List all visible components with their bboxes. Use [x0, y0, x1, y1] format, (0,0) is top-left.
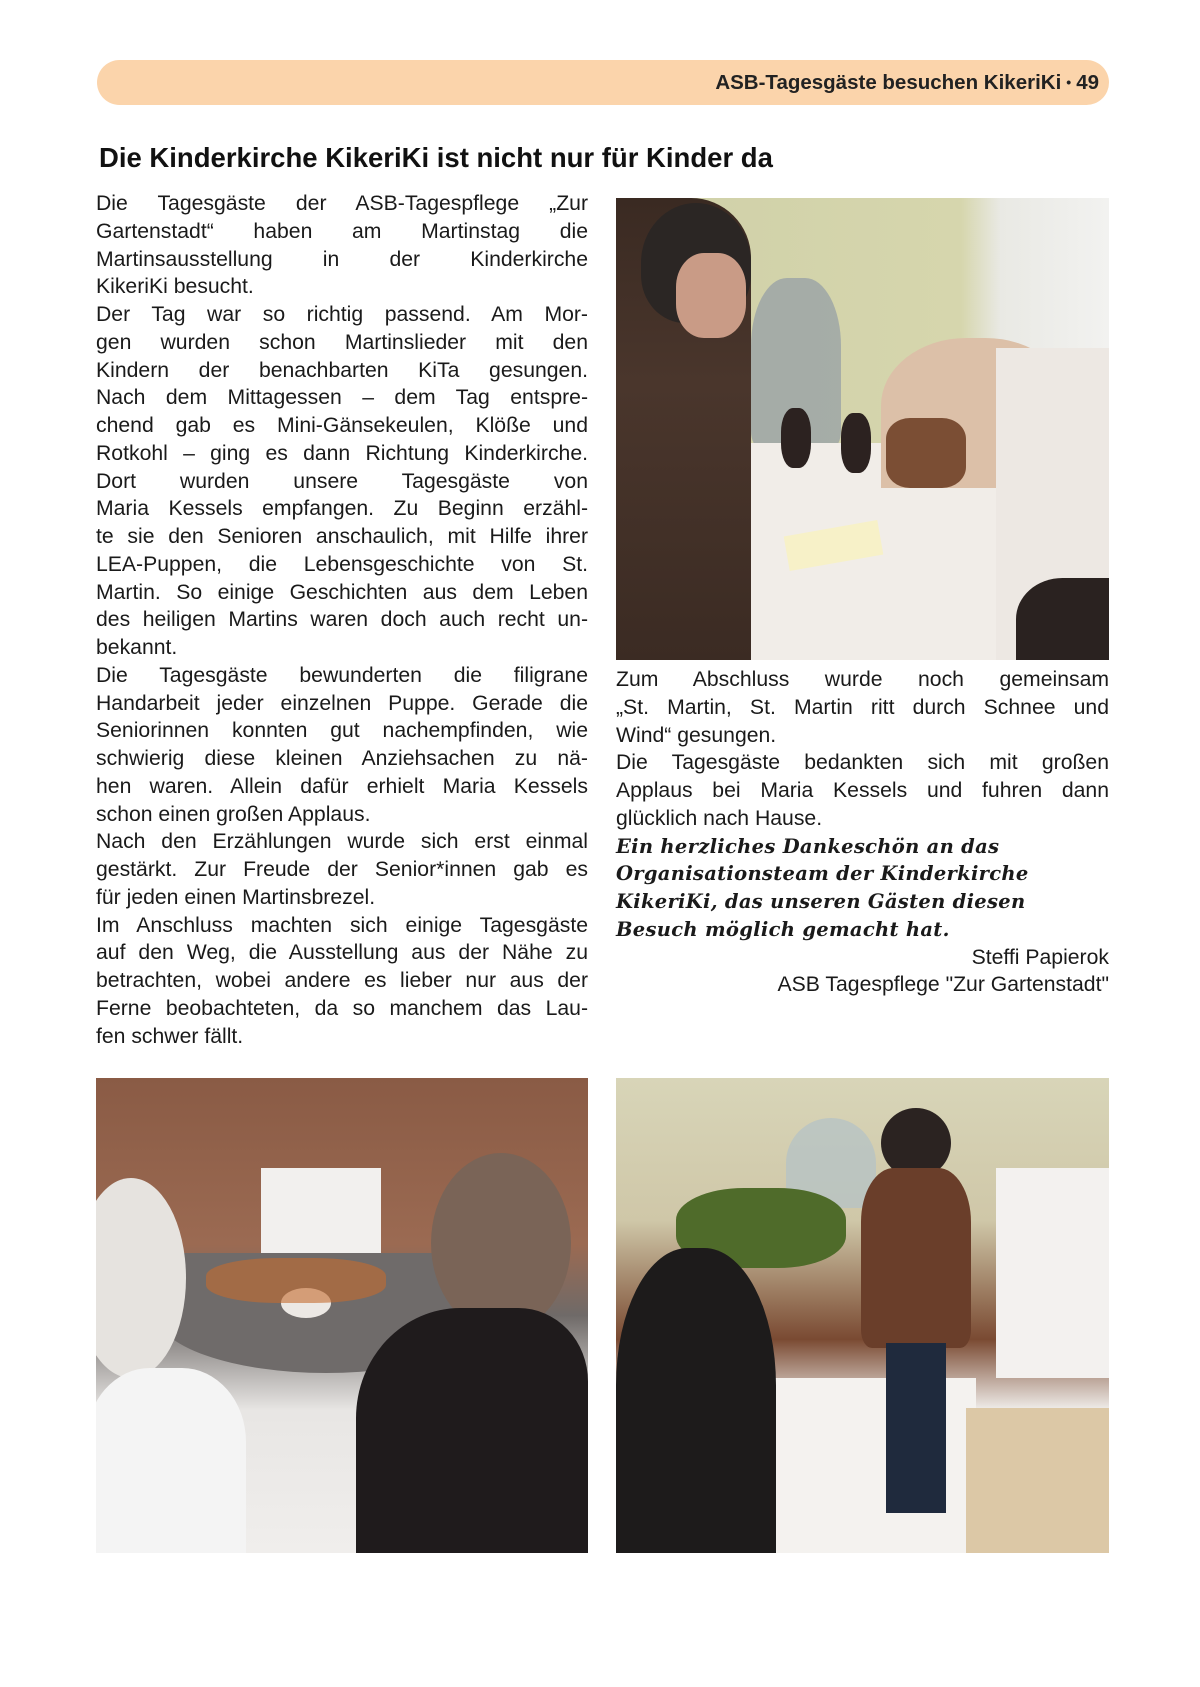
body-text-line: Nach dem Mittagessen – dem Tag entspre- [96, 386, 588, 410]
body-text-line: Kindern der benachbarten KiTa gesungen. [96, 358, 588, 382]
body-text-line: Zum Abschluss wurde noch gemeinsam [616, 668, 1109, 691]
right-text-column [616, 666, 1109, 999]
body-text-line: Gartenstadt“ haben am Martinstag die [96, 219, 588, 243]
body-text-line: Dort wurden unsere Tagesgäste von [96, 469, 588, 493]
photo-woman-photographing-display [616, 1078, 1109, 1553]
body-text-line: glücklich nach Hause. [616, 806, 823, 830]
body-text-line: schon einen großen Applaus. [96, 802, 371, 826]
body-text-line: fen schwer fällt. [96, 1024, 244, 1048]
body-text-line: des heiligen Martins waren doch auch recht un- [96, 608, 588, 632]
body-text-line: Martinsausstellung in der Kinderkirche [96, 247, 588, 271]
body-text-line: KikeriKi besucht. [96, 275, 254, 299]
article-title: Die Kinderkirche KikeriKi ist nicht nur für Kinder da [99, 142, 773, 173]
header-bar [97, 60, 1109, 105]
body-text-line: Die Tagesgäste der ASB-Tagespflege „Zur [96, 192, 588, 215]
body-text-line: gen wurden schon Martinslieder mit den [96, 330, 588, 354]
body-text-line: Der Tag war so richtig passend. Am Mor- [96, 303, 588, 326]
thanks-note-line: Besuch möglich gemacht hat. [616, 917, 950, 941]
body-text-line: auf den Weg, die Ausstellung aus der Nähe zu [96, 941, 588, 965]
body-text-line: hen waren. Allein dafür erhielt Maria Kessels [96, 774, 588, 798]
body-text-line: chend gab es Mini-Gänsekeulen, Klöße und [96, 414, 588, 437]
thanks-note-line: Ein herzliches Dankeschön an das [616, 834, 1000, 858]
body-text-line: Maria Kessels empfangen. Zu Beginn erzähl- [96, 497, 588, 521]
section-title: ASB-Tagesgäste besuchen KikeriKi [715, 71, 1062, 94]
separator: • [1066, 74, 1072, 90]
body-text-line: betrachten, wobei andere es lieber nur aus der [96, 969, 588, 992]
left-text-column [96, 190, 588, 1050]
thanks-note-line: Organisationsteam der Kinderkirche [616, 862, 1029, 886]
body-text-line: für jeden einen Martinsbrezel. [96, 885, 376, 909]
body-text-line: Martin. So einige Geschichten aus dem Leben [96, 580, 588, 604]
body-text-line: Nach den Erzählungen wurde sich erst einmal [96, 830, 588, 854]
body-text-line: Die Tagesgäste bedankten sich mit großen [616, 751, 1109, 775]
body-text-line: Im Anschluss machten sich einige Tagesgäste [96, 913, 588, 937]
running-header [715, 60, 1099, 105]
body-text-line: Applaus bei Maria Kessels und fuhren dann [616, 779, 1109, 802]
body-text-line: LEA-Puppen, die Lebensgeschichte von St. [96, 552, 588, 576]
body-text-line: gestärkt. Zur Freude der Senior*innen gab es [96, 858, 588, 881]
body-text-line: Wind“ gesungen. [616, 723, 777, 747]
photo-woman-viewing-dolls [616, 198, 1109, 660]
body-text-line: „St. Martin, St. Martin ritt durch Schnee und [616, 695, 1109, 719]
author-name: Steffi Papierok [971, 945, 1109, 969]
photo-seniors-at-display-table [96, 1078, 588, 1553]
body-text-line: Die Tagesgäste bewunderten die filigrane [96, 663, 588, 687]
body-text-line: te sie den Senioren anschaulich, mit Hilfe ihrer [96, 525, 588, 548]
body-text-line: bekannt. [96, 636, 178, 659]
thanks-note-line: KikeriKi, das unseren Gästen diesen [616, 890, 1026, 913]
body-text-line: Seniorinnen konnten gut nachempfinden, wie [96, 719, 588, 743]
page-number: 49 [1076, 71, 1099, 94]
body-text-line: schwierig diese kleinen Anziehsachen zu nä- [96, 747, 588, 770]
body-text-line: Handarbeit jeder einzelnen Puppe. Gerade die [96, 691, 588, 715]
body-text-line: Rotkohl – ging es dann Richtung Kinderkirche. [96, 441, 588, 465]
body-text-line: Ferne beobachteten, da so manchem das Lau- [96, 996, 588, 1020]
author-organization: ASB Tagespflege "Zur Gartenstadt" [777, 973, 1109, 997]
